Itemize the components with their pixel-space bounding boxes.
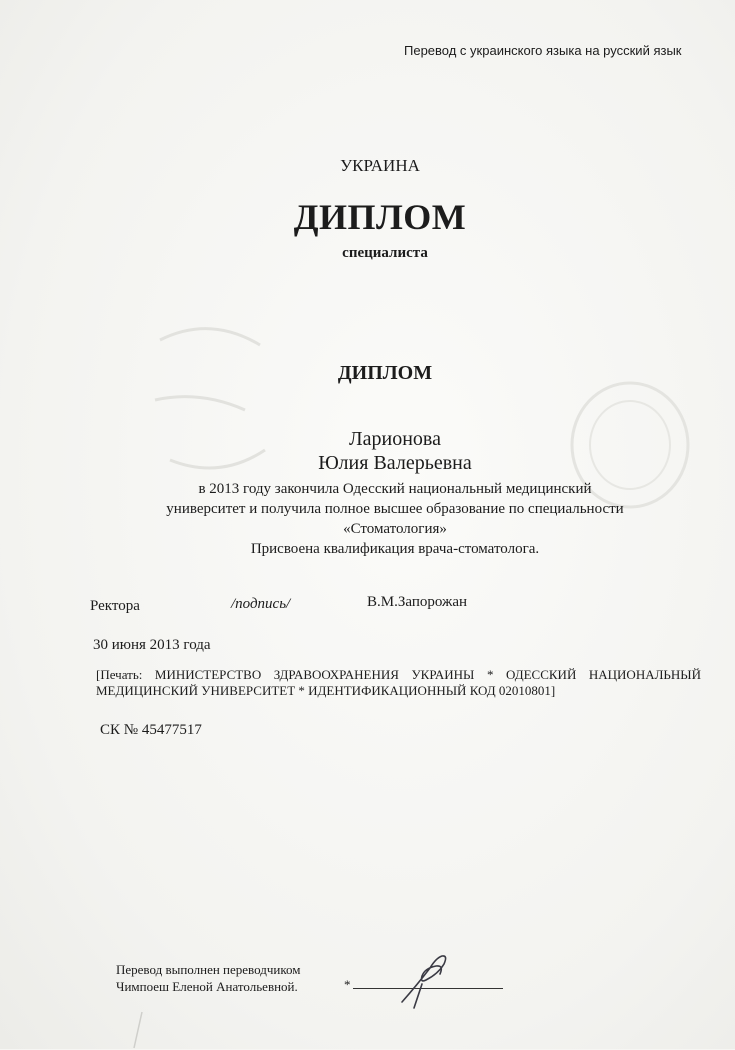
signature-mark: * bbox=[344, 977, 351, 992]
page-edge-mark bbox=[128, 1010, 148, 1050]
seal-line: МЕДИЦИНСКИЙ УНИВЕРСИТЕТ * ИДЕНТИФИКАЦИОННЫЙ КОД 02010801] bbox=[96, 683, 556, 698]
translator-line: Перевод выполнен переводчиком bbox=[116, 962, 301, 977]
signature-placeholder: /подпись/ bbox=[231, 596, 291, 612]
translator-signature-icon bbox=[392, 950, 462, 1010]
translator-line: Чимпоеш Еленой Анатольевной. bbox=[116, 979, 298, 994]
diploma-heading: ДИПЛОМ bbox=[337, 362, 433, 384]
body-line: «Стоматология» bbox=[343, 521, 447, 537]
document-subtitle: специалиста bbox=[342, 245, 428, 261]
document-title: ДИПЛОМ bbox=[293, 197, 467, 237]
country-name: УКРАИНА bbox=[340, 156, 420, 175]
body-line: Присвоена квалификация врача-стоматолога. bbox=[250, 541, 540, 557]
certificate-number: СК № 45477517 bbox=[100, 722, 202, 738]
body-line: университет и получила полное высшее образование по специальности bbox=[166, 501, 624, 517]
rector-name: В.М.Запорожан bbox=[367, 594, 468, 610]
translator-note bbox=[116, 961, 300, 995]
translation-note: Перевод с украинского языка на русский язык bbox=[404, 43, 682, 58]
graduate-surname: Ларионова bbox=[349, 428, 441, 450]
rector-label: Ректора bbox=[90, 598, 140, 614]
diploma-body bbox=[0, 479, 735, 559]
seal-description bbox=[96, 667, 701, 699]
body-line: в 2013 году закончила Одесский национальный медицинский bbox=[198, 481, 592, 497]
seal-line: [Печать: МИНИСТЕРСТВО ЗДРАВООХРАНЕНИЯ УКРАИНЫ * ОДЕССКИЙ НАЦИОНАЛЬНЫЙ bbox=[96, 667, 701, 682]
graduate-given-names: Юлия Валерьевна bbox=[318, 452, 472, 474]
issue-date: 30 июня 2013 года bbox=[93, 637, 211, 653]
